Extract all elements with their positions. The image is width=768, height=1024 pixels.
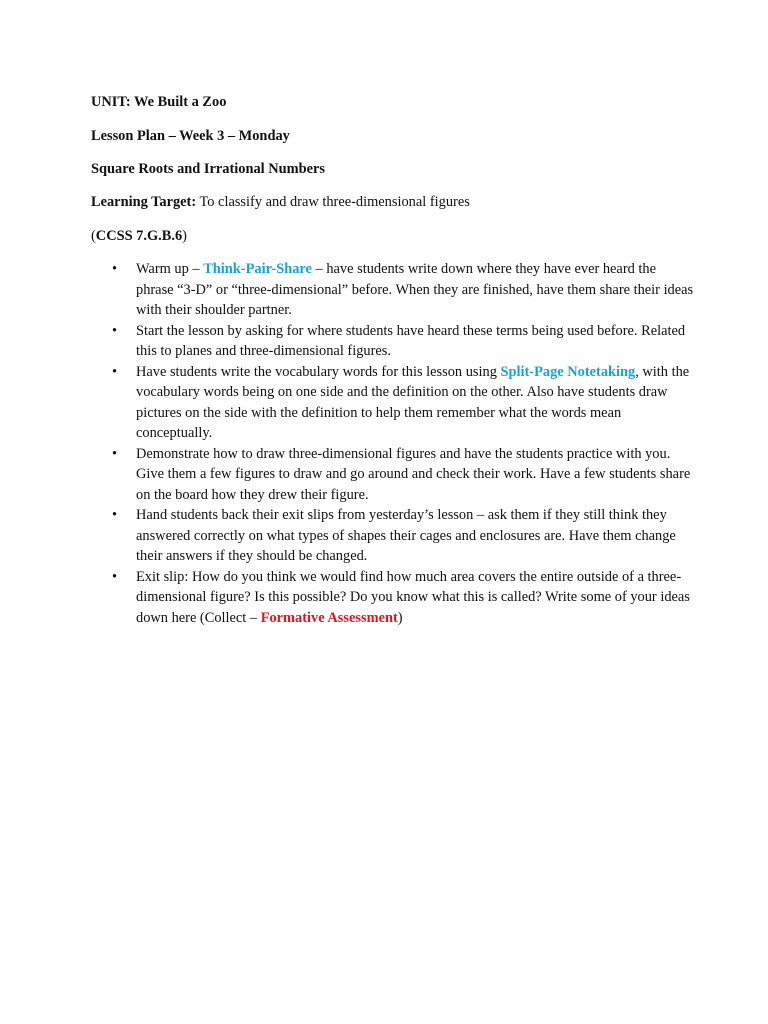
list-item [0,259,696,321]
bullet-icon: • [112,507,118,523]
list-item-text [136,362,696,444]
list-item [0,362,696,444]
formative-assessment-label: Formative Assessment [260,609,398,626]
item-text-before: Exit slip: How do you think we would find how much area covers the entire outside of a three-dimensional figure? Is this possible? Do you know what this is called? Write some of your ideas down here (Collect – [136,568,690,626]
list-item [0,567,696,629]
list-item-text: Start the lesson by asking for where students have heard these terms being used before. Related this to planes and three-dimensional figures. [136,322,686,359]
list-item [0,444,696,506]
list-item [0,321,696,362]
think-pair-share-link[interactable]: Think-Pair-Share [203,261,312,277]
learning-target-text: To classify and draw three-dimensional figures [196,194,470,210]
list-item-text: Hand students back their exit slips from yesterday’s lesson – ask them if they still think they answered correctly on what types of shapes their cages and enclosures are. Have them change their answers if they should be changed. [136,507,676,564]
topic-heading: Square Roots and Irrational Numbers [91,161,326,177]
learning-target-label: Learning Target: [91,194,197,210]
bullet-icon: • [112,261,118,277]
lesson-plan-heading: Lesson Plan – Week 3 – Monday [91,128,290,144]
bullet-icon: • [112,363,118,380]
learning-target-line [91,192,470,213]
list-item [0,505,696,567]
split-page-notetaking-link[interactable]: Split-Page Notetaking [500,363,636,380]
bullet-icon: • [112,322,118,339]
item-text-before: Have students write the vocabulary words for this lesson using [136,363,501,380]
list-item-text [136,259,696,321]
standard-open-paren: ( [91,228,96,244]
standard-close-paren: ) [182,228,187,244]
lesson-steps-list [0,259,768,628]
bullet-icon: • [112,568,118,585]
standard-code: CCSS 7.G.B.6 [95,228,183,244]
item-text-after: ) [397,609,403,626]
item-text-after: , with the vocabulary words being on one side and the definition on the other. Also have students draw pictures on the side with the definition to help them remember what the words mean conceptually. [136,363,690,441]
bullet-icon: • [112,445,118,462]
unit-heading: UNIT: We Built a Zoo [91,94,227,110]
item-text-after: – have students write down where they have ever heard the phrase “3-D” or “three-dimensional” before. When they are finished, have them share their ideas with their shoulder partner. [136,261,694,318]
item-text-before: Warm up – [136,261,204,277]
standard-line [91,226,187,247]
list-item-text [136,567,696,629]
list-item-text: Demonstrate how to draw three-dimensional figures and have the students practice with you. Give them a few figures to draw and go around and check their work. Have a few students share on the board how they drew their figure. [136,445,691,503]
